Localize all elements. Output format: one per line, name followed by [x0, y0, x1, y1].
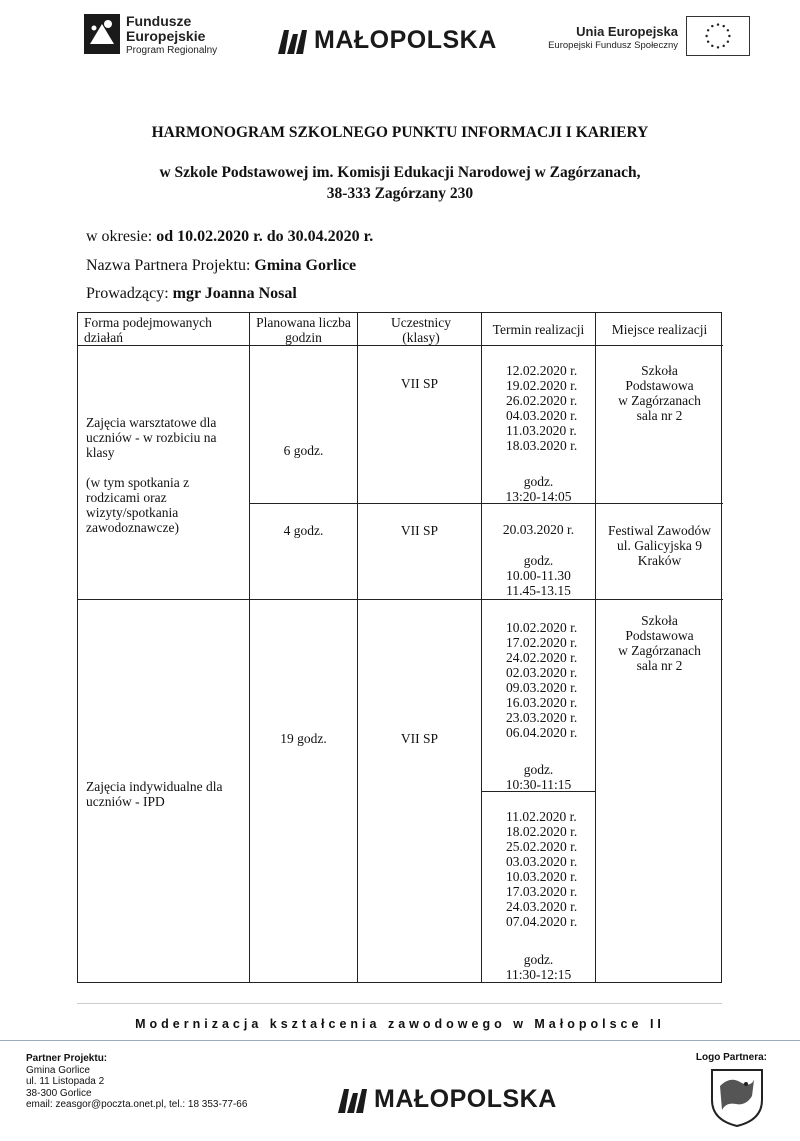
- malopolska-mark-icon: [338, 1087, 368, 1113]
- row3-date: 11.02.2020 r.: [506, 809, 577, 824]
- table-vline: [481, 313, 482, 982]
- schedule-table: [77, 312, 722, 983]
- malopolska-footer-text: MAŁOPOLSKA: [374, 1085, 557, 1113]
- partner-label: Nazwa Partnera Projektu:: [86, 257, 255, 274]
- ue-line1: Unia Europejska: [576, 24, 678, 39]
- row3-time-b: [482, 952, 595, 982]
- row3-date: 23.03.2020 r.: [506, 710, 578, 725]
- malopolska-logo: [278, 26, 497, 55]
- row3-dates-b: [506, 809, 596, 929]
- row3-date: 24.02.2020 r.: [506, 650, 578, 665]
- row1-place-line: Podstawowa: [625, 378, 694, 393]
- row1-date: 19.02.2020 r.: [506, 378, 578, 393]
- ue-line2: Europejski Fundusz Społeczny: [548, 40, 678, 51]
- header-dates: Termin realizacji: [492, 322, 585, 337]
- row3-date: 16.03.2020 r.: [506, 695, 578, 710]
- eu-flag-icon: [686, 16, 750, 56]
- partner-info: [26, 1053, 247, 1111]
- fe-line1: Fundusze: [126, 13, 192, 29]
- row3-date: 10.03.2020 r.: [506, 869, 578, 884]
- footer-motto: Modernizacja kształcenia zawodowego w Małopolsce II: [135, 1017, 665, 1031]
- row1-place-line: w Zagórzanach: [618, 393, 701, 408]
- fe-line2: Europejskie: [126, 28, 206, 44]
- row1-time: [482, 474, 595, 504]
- row3-date: 10.02.2020 r.: [506, 620, 578, 635]
- row2-hours: 4 godz.: [283, 523, 324, 538]
- row3-time-value-a: 10:30-11:15: [505, 777, 572, 792]
- row2-place-line: Festiwal Zawodów: [607, 523, 712, 538]
- table-hline: [78, 599, 723, 600]
- fundusze-europejskie-logo: [84, 12, 224, 60]
- row3-date: 24.03.2020 r.: [506, 899, 578, 914]
- partner-value: Gmina Gorlice: [254, 257, 357, 274]
- period-label: w okresie:: [86, 228, 157, 245]
- row1-date: 11.03.2020 r.: [506, 423, 577, 438]
- page-header: [0, 0, 800, 70]
- partner-line: Gmina Gorlice: [26, 1064, 90, 1076]
- row3-time-label-b: godz.: [523, 952, 554, 967]
- lead-line: [86, 285, 297, 303]
- header-place: Miejsce realizacji: [611, 322, 708, 337]
- table-hline: [78, 345, 723, 346]
- row3-place-line: w Zagórzanach: [618, 643, 701, 658]
- malopolska-footer-logo: [338, 1085, 557, 1114]
- row2-time-value-2: 11.45-13.15: [506, 583, 571, 598]
- row1-place: [596, 363, 723, 423]
- partner-line: 38-300 Gorlice: [26, 1087, 92, 1099]
- row3-place-line: Szkoła: [641, 613, 678, 628]
- malopolska-text: MAŁOPOLSKA: [314, 26, 497, 54]
- row1-date: 18.03.2020 r.: [506, 438, 578, 453]
- row3-class: VII SP: [400, 731, 439, 746]
- row3-date: 06.04.2020 r.: [506, 725, 578, 740]
- partner-line: ul. 11 Listopada 2: [26, 1076, 105, 1087]
- period-value: od 10.02.2020 r. do 30.04.2020 r.: [156, 228, 374, 245]
- row3-date: 07.04.2020 r.: [506, 914, 578, 929]
- logo-partner-label: Logo Partnera:: [695, 1052, 767, 1063]
- footer-divider-2: [0, 1040, 800, 1041]
- row1-place-line: sala nr 2: [636, 408, 683, 423]
- row1-date: 12.02.2020 r.: [506, 363, 578, 378]
- row1-form-note: (w tym spotkania z rodzicami oraz wizyty/spotkania zawodoznawcze): [86, 475, 190, 535]
- row1-date: 26.02.2020 r.: [506, 393, 578, 408]
- partner-line: [86, 257, 356, 275]
- row3-place: [596, 613, 723, 673]
- row1-dates: [506, 363, 596, 453]
- partner-line: email: zeasgor@poczta.onet.pl, tel.: 18 353-77-66: [26, 1099, 248, 1110]
- row3-place-line: sala nr 2: [636, 658, 683, 673]
- gorlice-crest-icon: [706, 1066, 768, 1128]
- row3-date: 17.02.2020 r.: [506, 635, 578, 650]
- row1-form: Zajęcia warsztatowe dla uczniów - w rozbiciu na klasy: [86, 415, 217, 460]
- row1-class: VII SP: [400, 376, 439, 391]
- partner-heading: Partner Projektu:: [26, 1053, 108, 1064]
- row3-dates-a: [506, 620, 596, 740]
- header-participants: Uczestnicy (klasy): [391, 315, 451, 345]
- ue-text: [548, 24, 678, 52]
- row1-date: 04.03.2020 r.: [506, 408, 578, 423]
- row2-class: VII SP: [400, 523, 439, 538]
- table-vline: [249, 313, 250, 982]
- row2-place-line: ul. Galicyjska 9: [616, 538, 703, 553]
- row2-time-label: godz.: [523, 553, 554, 568]
- row3-date: 25.02.2020 r.: [506, 839, 578, 854]
- row3-date: 09.03.2020 r.: [506, 680, 578, 695]
- table-vline: [357, 313, 358, 982]
- row3-date: 02.03.2020 r.: [506, 665, 578, 680]
- row3-date: 17.03.2020 r.: [506, 884, 578, 899]
- row2-date: 20.03.2020 r.: [502, 522, 575, 537]
- row2-place-line: Kraków: [637, 553, 682, 568]
- row3-form: Zajęcia indywidualne dla uczniów - IPD: [86, 779, 223, 809]
- header-hours: Planowana liczba godzin: [256, 315, 351, 345]
- row3-time-a: [482, 762, 595, 792]
- row1-time-label: godz.: [523, 474, 554, 489]
- malopolska-mark-icon: [278, 28, 308, 54]
- row3-date: 03.03.2020 r.: [506, 854, 578, 869]
- row2-time-value: 10.00-11.30: [506, 568, 571, 583]
- fundusze-europejskie-icon: [84, 14, 120, 54]
- row2-time: [482, 553, 595, 598]
- header-form: Forma podejmowanych działań: [84, 315, 212, 345]
- footer-divider: [77, 1003, 722, 1004]
- lead-value: mgr Joanna Nosal: [172, 285, 297, 302]
- lead-label: Prowadzący:: [86, 285, 173, 302]
- row3-time-value-b: 11:30-12:15: [505, 967, 572, 982]
- school-name: w Szkole Podstawowej im. Komisji Edukacji Narodowej w Zagórzanach,: [159, 164, 641, 181]
- row1-hours: 6 godz.: [283, 443, 324, 458]
- row3-date: 18.02.2020 r.: [506, 824, 578, 839]
- row3-hours: 19 godz.: [280, 731, 327, 746]
- row2-place: [596, 523, 723, 568]
- row3-place-line: Podstawowa: [625, 628, 694, 643]
- school-address: 38-333 Zagórzany 230: [326, 185, 474, 202]
- row1-time-value: 13:20-14:05: [505, 489, 572, 504]
- fe-line3: Program Regionalny: [126, 45, 218, 56]
- row3-time-label-a: godz.: [523, 762, 554, 777]
- document-title: HARMONOGRAM SZKOLNEGO PUNKTU INFORMACJI I KARIERY: [151, 124, 649, 141]
- period-line: [86, 228, 373, 246]
- row1-place-line: Szkoła: [641, 363, 678, 378]
